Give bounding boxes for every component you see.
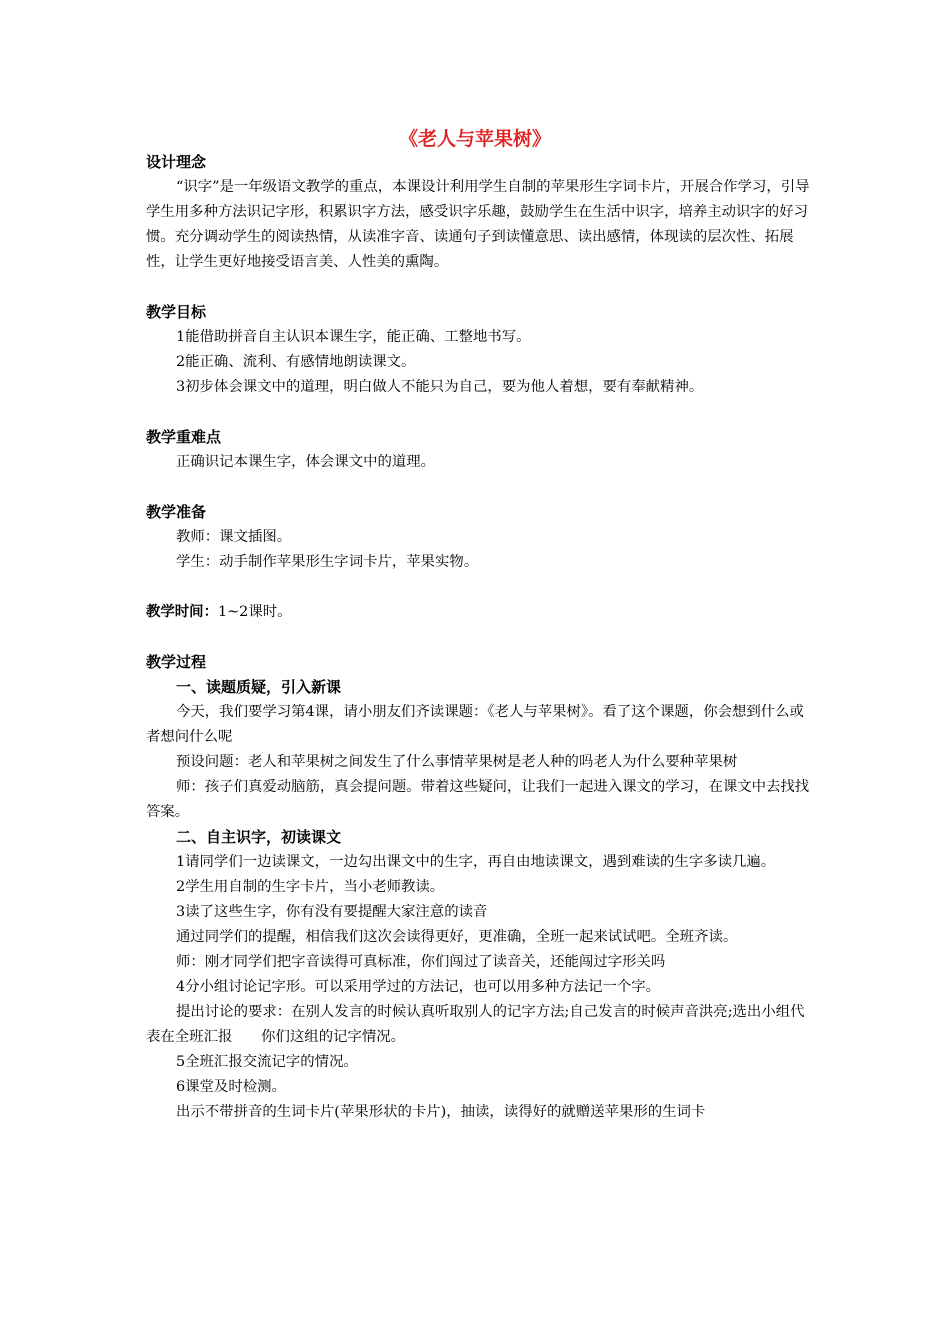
heading-key-difficulties: 教学重难点 [146, 428, 222, 446]
process-paragraph: 通过同学们的提醒，相信我们这次会读得更好，更准确，全班一起来试试吧。全班齐读。 [176, 929, 738, 945]
heading-teaching-time: 教学时间： [146, 604, 218, 620]
process-paragraph: 师：刚才同学们把字音读得可真标准，你们闯过了读音关，还能闯过字形关吗 [176, 954, 666, 970]
heading-teaching-process: 教学过程 [146, 653, 207, 671]
process-paragraph: 3读了这些生字，你有没有要提醒大家注意的读音 [176, 904, 488, 920]
heading-teaching-goals: 教学目标 [146, 303, 207, 321]
paragraph-design-concept: “识字”是一年级语文教学的重点，本课设计利用学生自制的苹果形生字词卡片，开展合作学习，引导学生用多种方法识记字形，积累识字方法，感受识字乐趣，鼓励学生在生活中识字，培养主动识字的好习惯。充分调动学生的阅读热情，从读准字音、读通句子到读懂意思、读出感情，体现读的层次性、拓展性，让学生更好地接受语言美、人性美的熏陶。 [146, 179, 810, 270]
process-paragraph: 今天，我们要学习第4课，请小朋友们齐读课题：《老人与苹果树》。看了这个课题，你会想到什么或者想问什么呢 [146, 704, 804, 745]
teaching-time [146, 600, 814, 625]
process-paragraph: 师：孩子们真爱动脑筋，真会提问题。带着这些疑问，让我们一起进入课文的学习，在课文中去找找答案。 [146, 779, 810, 820]
process-paragraph: 提出讨论的要求：在别人发言的时候认真听取别人的记字方法;自己发言的时候声音洪亮;选出小组代表在全班汇报 你们这组的记字情况。 [146, 1004, 805, 1045]
preparation-student: 学生：动手制作苹果形生字词卡片，苹果实物。 [176, 554, 479, 570]
process-paragraph: 预设问题：老人和苹果树之间发生了什么事情苹果树是老人种的吗老人为什么要种苹果树 [176, 754, 738, 770]
process-paragraph: 出示不带拼音的生词卡片(苹果形状的卡片)，抽读，读得好的就赠送苹果形的生词卡 [176, 1104, 706, 1120]
process-paragraph: 1请同学们一边读课文，一边勾出课文中的生字，再自由地读课文，遇到难读的生字多读几遍。 [176, 854, 776, 870]
document-body [146, 150, 814, 1125]
goal-item-2: 2能正确、流利、有感情地朗读课文。 [176, 354, 416, 370]
paragraph-key-difficulties: 正确识记本课生字，体会课文中的道理。 [176, 454, 436, 470]
teaching-time-value: 1~2课时。 [217, 604, 292, 620]
process-part-2-title: 二、自主识字，初读课文 [176, 828, 342, 846]
process-paragraph: 2学生用自制的生字卡片，当小老师教读。 [176, 879, 445, 895]
goal-item-1: 1能借助拼音自主认识本课生字，能正确、工整地书写。 [176, 329, 531, 345]
goal-item-3: 3初步体会课文中的道理，明白做人不能只为自己，要为他人着想，要有奉献精神。 [176, 379, 704, 395]
process-paragraph: 4分小组讨论记字形。可以采用学过的方法记，也可以用多种方法记一个字。 [176, 979, 661, 995]
heading-design-concept: 设计理念 [146, 153, 207, 171]
process-part-1-title: 一、读题质疑，引入新课 [176, 678, 342, 696]
heading-preparation: 教学准备 [146, 503, 207, 521]
preparation-teacher: 教师：课文插图。 [176, 529, 292, 545]
process-paragraph: 6课堂及时检测。 [176, 1079, 286, 1095]
process-paragraph: 5全班汇报交流记字的情况。 [176, 1054, 358, 1070]
document-title: 《老人与苹果树》 [398, 128, 551, 150]
